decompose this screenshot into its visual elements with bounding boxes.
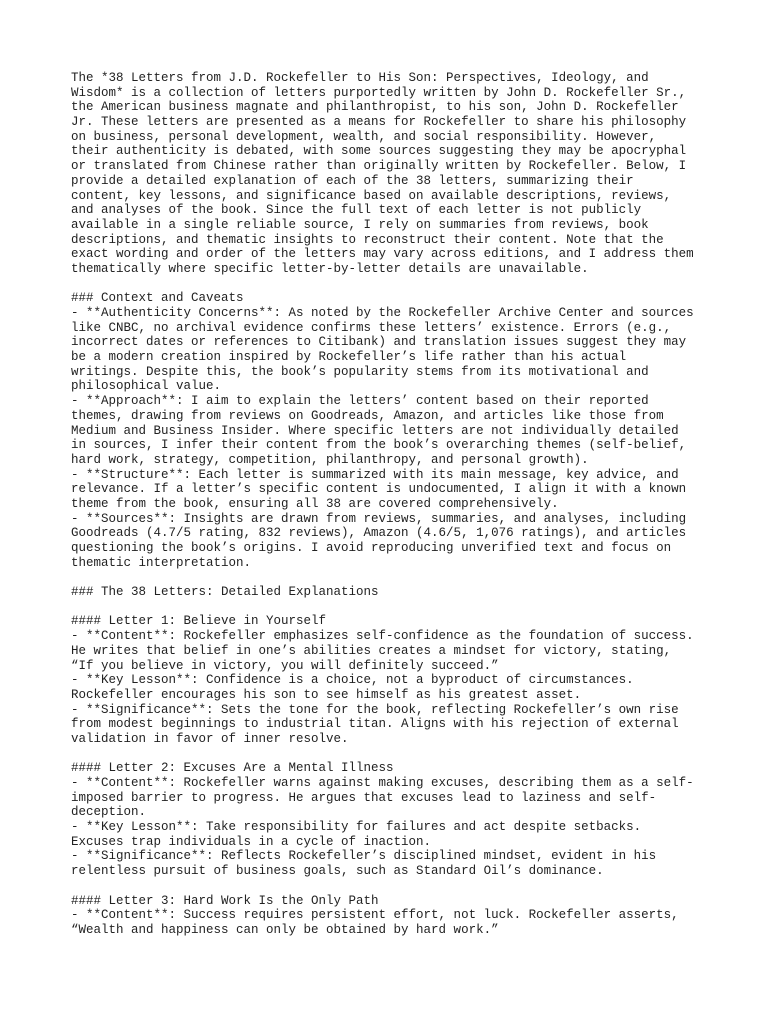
text-line: “Wealth and happiness can only be obtained by hard work.” — [71, 922, 499, 937]
bullet-line: - **Key Lesson**: Confidence is a choice, not a byproduct of circumstances. — [71, 673, 634, 688]
text-line: on business, personal development, wealth, and social responsibility. However, — [71, 129, 657, 144]
bullet-line: - **Key Lesson**: Take responsibility for failures and act despite setbacks. — [71, 820, 642, 835]
bullet-line: - **Structure**: Each letter is summarized with its main message, key advice, and — [71, 467, 679, 482]
text-line: The *38 Letters from J.D. Rockefeller to His Son: Perspectives, Ideology, and — [71, 71, 649, 85]
text-block — [71, 71, 721, 277]
text-line: descriptions, and thematic insights to reconstruct their content. Note that the — [71, 232, 664, 247]
text-line: like CNBC, no archival evidence confirms these letters’ existence. Errors (e.g., — [71, 320, 672, 335]
text-line: themes, drawing from reviews on Goodreads, Amazon, and articles like those from — [71, 408, 664, 423]
bullet-line: - **Significance**: Sets the tone for the book, reflecting Rockefeller’s own rise — [71, 702, 679, 717]
text-line: be a modern creation inspired by Rockefeller’s life rather than his actual — [71, 350, 627, 365]
text-block — [71, 761, 721, 879]
text-line: from modest beginnings to industrial titan. Aligns with his rejection of external — [71, 717, 679, 732]
text-line: validation in favor of inner resolve. — [71, 731, 349, 746]
text-line: thematically where specific letter-by-letter details are unavailable. — [71, 261, 589, 276]
text-line: available in a single reliable source, I rely on summaries from reviews, book — [71, 217, 649, 232]
text-line: Wisdom* is a collection of letters purportedly written by John D. Rockefeller Sr., — [71, 85, 687, 100]
text-line: and analyses of the book. Since the full text of each letter is not publicly — [71, 203, 642, 218]
subsection-heading: #### Letter 3: Hard Work Is the Only Path — [71, 893, 379, 908]
text-line: Medium and Business Insider. Where specific letters are not individually detailed — [71, 423, 679, 438]
text-line: exact wording and order of the letters may vary across editions, and I address them — [71, 247, 694, 262]
document-page — [71, 71, 721, 952]
text-line: He writes that belief in one’s abilities creates a mindset for victory, stating, — [71, 643, 672, 658]
text-line: Excuses trap individuals in a cycle of inaction. — [71, 834, 432, 849]
text-line: theme from the book, ensuring all 38 are covered comprehensively. — [71, 496, 559, 511]
text-line: philosophical value. — [71, 379, 222, 394]
text-line: relentless pursuit of business goals, such as Standard Oil’s dominance. — [71, 864, 604, 879]
text-line: provide a detailed explanation of each of the 38 letters, summarizing their — [71, 173, 634, 188]
text-block — [71, 894, 721, 938]
text-line: incorrect dates or references to Citibank) and translation issues suggest they may — [71, 335, 687, 350]
text-line: hard work, strategy, competition, philanthropy, and personal growth). — [71, 452, 589, 467]
bullet-line: - **Content**: Rockefeller emphasizes self-confidence as the foundation of success. — [71, 629, 694, 644]
text-block — [71, 585, 721, 600]
text-line: deception. — [71, 805, 147, 820]
text-line: questioning the book’s origins. I avoid reproducing unverified text and focus on — [71, 541, 672, 555]
text-line: in sources, I infer their content from the book’s overarching themes (self-belief, — [71, 438, 687, 453]
text-block — [71, 614, 721, 746]
text-line: or translated from Chinese rather than originally written by Rockefeller. Below, I — [71, 159, 687, 174]
bullet-line: - **Authenticity Concerns**: As noted by the Rockefeller Archive Center and sources — [71, 306, 694, 320]
bullet-line: - **Sources**: Insights are drawn from reviews, summaries, and analyses, including — [71, 511, 687, 526]
text-line: imposed barrier to progress. He argues that excuses lead to laziness and self- — [71, 790, 657, 805]
text-line: Jr. These letters are presented as a means for Rockefeller to share his philosophy — [71, 115, 687, 130]
bullet-line: - **Content**: Rockefeller warns against making excuses, describing them as a self- — [71, 776, 694, 790]
text-line: Rockefeller encourages his son to see himself as his greatest asset. — [71, 687, 582, 702]
text-line: Goodreads (4.7/5 rating, 832 reviews), Amazon (4.6/5, 1,076 ratings), and articles — [71, 526, 687, 541]
section-heading: ### Context and Caveats — [71, 291, 244, 306]
bullet-line: - **Significance**: Reflects Rockefeller’s disciplined mindset, evident in his — [71, 849, 657, 864]
bullet-line: - **Approach**: I aim to explain the letters’ content based on their reported — [71, 394, 649, 409]
text-block — [71, 291, 721, 570]
section-heading: ### The 38 Letters: Detailed Explanations — [71, 585, 379, 600]
subsection-heading: #### Letter 2: Excuses Are a Mental Illness — [71, 761, 394, 776]
text-line: “If you believe in victory, you will definitely succeed.” — [71, 658, 499, 673]
subsection-heading: #### Letter 1: Believe in Yourself — [71, 614, 327, 629]
text-line: content, key lessons, and significance based on available descriptions, reviews, — [71, 188, 672, 203]
bullet-line: - **Content**: Success requires persistent effort, not luck. Rockefeller asserts, — [71, 908, 679, 923]
text-line: writings. Despite this, the book’s popularity stems from its motivational and — [71, 364, 649, 379]
text-line: the American business magnate and philanthropist, to his son, John D. Rockefeller — [71, 100, 679, 115]
text-line: their authenticity is debated, with some sources suggesting they may be apocryphal — [71, 144, 687, 159]
text-line: relevance. If a letter’s specific content is undocumented, I align it with a known — [71, 482, 687, 497]
text-line: thematic interpretation. — [71, 555, 252, 570]
